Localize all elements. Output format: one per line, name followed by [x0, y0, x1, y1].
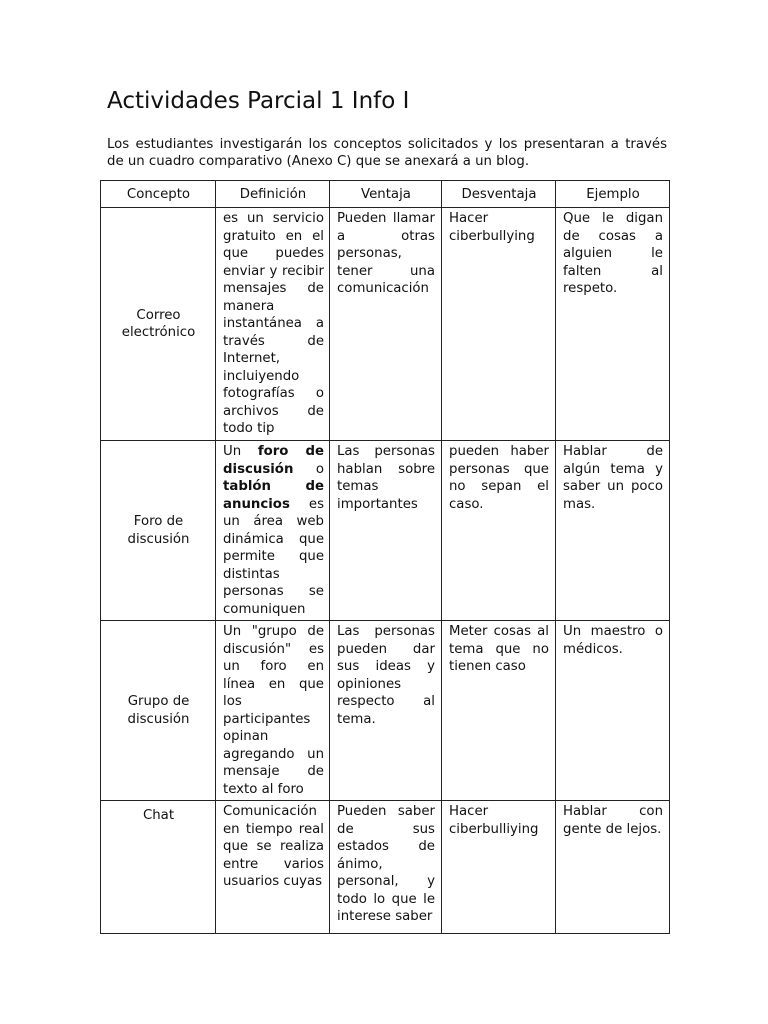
- disadvantage-cell: Meter cosas al tema que no tienen caso: [442, 621, 556, 801]
- advantage-cell: Las personas pueden dar sus ideas y opiniones respecto al tema.: [330, 621, 442, 801]
- advantage-cell: Pueden llamar a otras personas, tener una comunicación: [330, 208, 442, 441]
- table-row: [101, 441, 670, 621]
- concept-cell: Foro de discusión: [101, 441, 216, 621]
- advantage-cell: Las personas hablan sobre temas importantes: [330, 441, 442, 621]
- concept-cell: Grupo de discusión: [101, 621, 216, 801]
- table-row: [101, 801, 670, 934]
- header-ejemplo: Ejemplo: [556, 181, 670, 208]
- example-cell: Hablar con gente de lejos.: [556, 801, 670, 934]
- disadvantage-cell: pueden haber personas que no sepan el caso.: [442, 441, 556, 621]
- header-ventaja: Ventaja: [330, 181, 442, 208]
- advantage-cell: Pueden saber de sus estados de ánimo, personal, y todo lo que le interese saber: [330, 801, 442, 934]
- header-definicion: Definición: [216, 181, 330, 208]
- definition-cell: es un servicio gratuito en el que puedes enviar y recibir mensajes de manera instantánea a través de Internet, incluiyendo fotografías o archivos de todo tip: [216, 208, 330, 441]
- example-cell: Que le digan de cosas a alguien le falten al respeto.: [556, 208, 670, 441]
- disadvantage-cell: Hacer ciberbulliying: [442, 801, 556, 934]
- document-title: Actividades Parcial 1 Info I: [107, 88, 410, 114]
- header-concepto: Concepto: [101, 181, 216, 208]
- comparison-table: [100, 180, 670, 934]
- header-desventaja: Desventaja: [442, 181, 556, 208]
- definition-term: tablón de anuncios: [223, 479, 324, 512]
- table-row: [101, 621, 670, 801]
- disadvantage-cell: Hacer ciberbullying: [442, 208, 556, 441]
- definition-term: foro de discusión: [223, 444, 324, 477]
- definition-cell: [216, 441, 330, 621]
- concept-cell: Correo electrónico: [101, 208, 216, 441]
- definition-cell: Un "grupo de discusión" es un foro en línea en que los participantes opinan agregando un mensaje de texto al foro: [216, 621, 330, 801]
- definition-text: o: [315, 461, 324, 477]
- table-row: [101, 208, 670, 441]
- table-header-row: [101, 181, 670, 208]
- concept-cell: Chat: [101, 801, 216, 934]
- example-cell: Hablar de algún tema y saber un poco mas.: [556, 441, 670, 621]
- definition-text: es un área web dinámica que permite que distintas personas se comuniquen: [223, 496, 324, 617]
- definition-text: Un: [223, 444, 242, 459]
- intro-paragraph: Los estudiantes investigarán los conceptos solicitados y los presentaran a través de un cuadro comparativo (Anexo C) que se anexará a un blog.: [107, 137, 667, 169]
- example-cell: Un maestro o médicos.: [556, 621, 670, 801]
- definition-cell: Comunicación en tiempo real que se realiza entre varios usuarios cuyas: [216, 801, 330, 934]
